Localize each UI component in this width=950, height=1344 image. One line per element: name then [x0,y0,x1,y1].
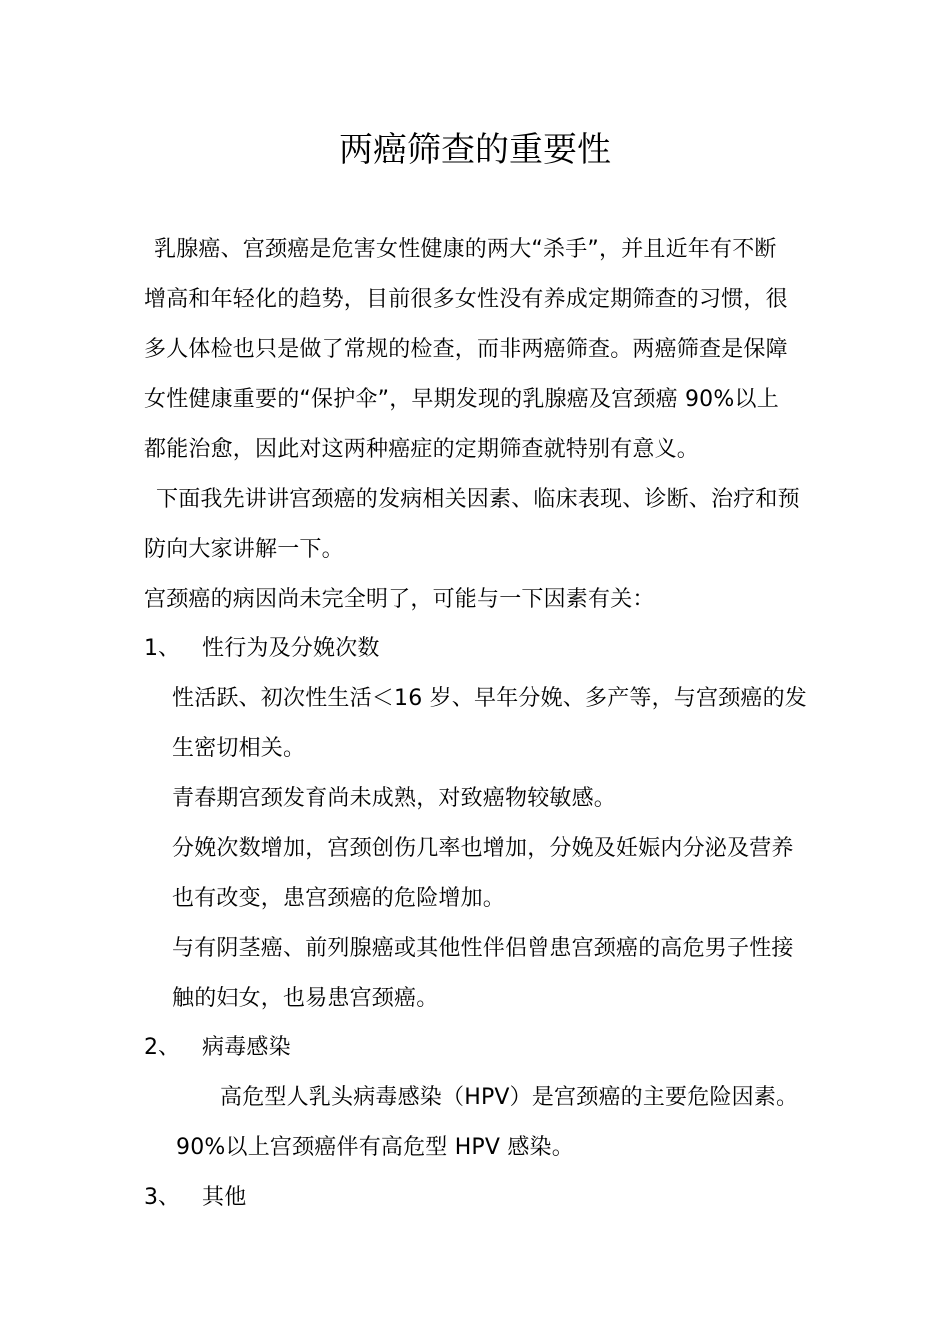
intro-line: 乳腺癌、宫颈癌是危害女性健康的两大“杀手”，并且近年有不断 [154,237,777,262]
section-number: 1、 [144,636,180,661]
section-line: 高危型人乳头病毒感染（HPV）是宫颈癌的主要危险因素。 [220,1085,799,1110]
section-line: 性活跃、初次性生活＜16 岁、早年分娩、多产等，与宫颈癌的发 [172,686,807,711]
section-heading: 性行为及分娩次数 [202,636,380,661]
section-line: 青春期宫颈发育尚未成熟，对致癌物较敏感。 [172,786,617,811]
document-title: 两癌筛查的重要性 [339,130,611,170]
lead-line: 宫颈癌的病因尚未完全明了，可能与一下因素有关： [144,587,655,612]
section-line: 与有阴茎癌、前列腺癌或其他性伴侣曾患宫颈癌的高危男子性接 [172,936,794,961]
lead-line: 下面我先讲讲宫颈癌的发病相关因素、临床表现、诊断、治疗和预 [156,487,800,512]
section-number: 3、 [144,1185,180,1210]
intro-line: 多人体检也只是做了常规的检查，而非两癌筛查。两癌筛查是保障 [144,337,788,362]
section-line: 触的妇女，也易患宫颈癌。 [172,986,439,1011]
intro-line: 女性健康重要的“保护伞”，早期发现的乳腺癌及宫颈癌 90%以上 [144,387,779,412]
section-number: 2、 [144,1035,180,1060]
section-line: 90%以上宫颈癌伴有高危型 HPV 感染。 [176,1135,574,1160]
section-heading: 病毒感染 [202,1035,291,1060]
section-line: 也有改变，患宫颈癌的危险增加。 [172,886,506,911]
intro-line: 增高和年轻化的趋势，目前很多女性没有养成定期筛查的习惯，很 [144,287,788,312]
section-heading: 其他 [202,1185,247,1210]
intro-line: 都能治愈，因此对这两种癌症的定期筛查就特别有意义。 [144,437,700,462]
section-line: 分娩次数增加，宫颈创伤几率也增加，分娩及妊娠内分泌及营养 [172,836,794,861]
section-line: 生密切相关。 [172,736,306,761]
lead-line: 防向大家讲解一下。 [144,537,344,562]
